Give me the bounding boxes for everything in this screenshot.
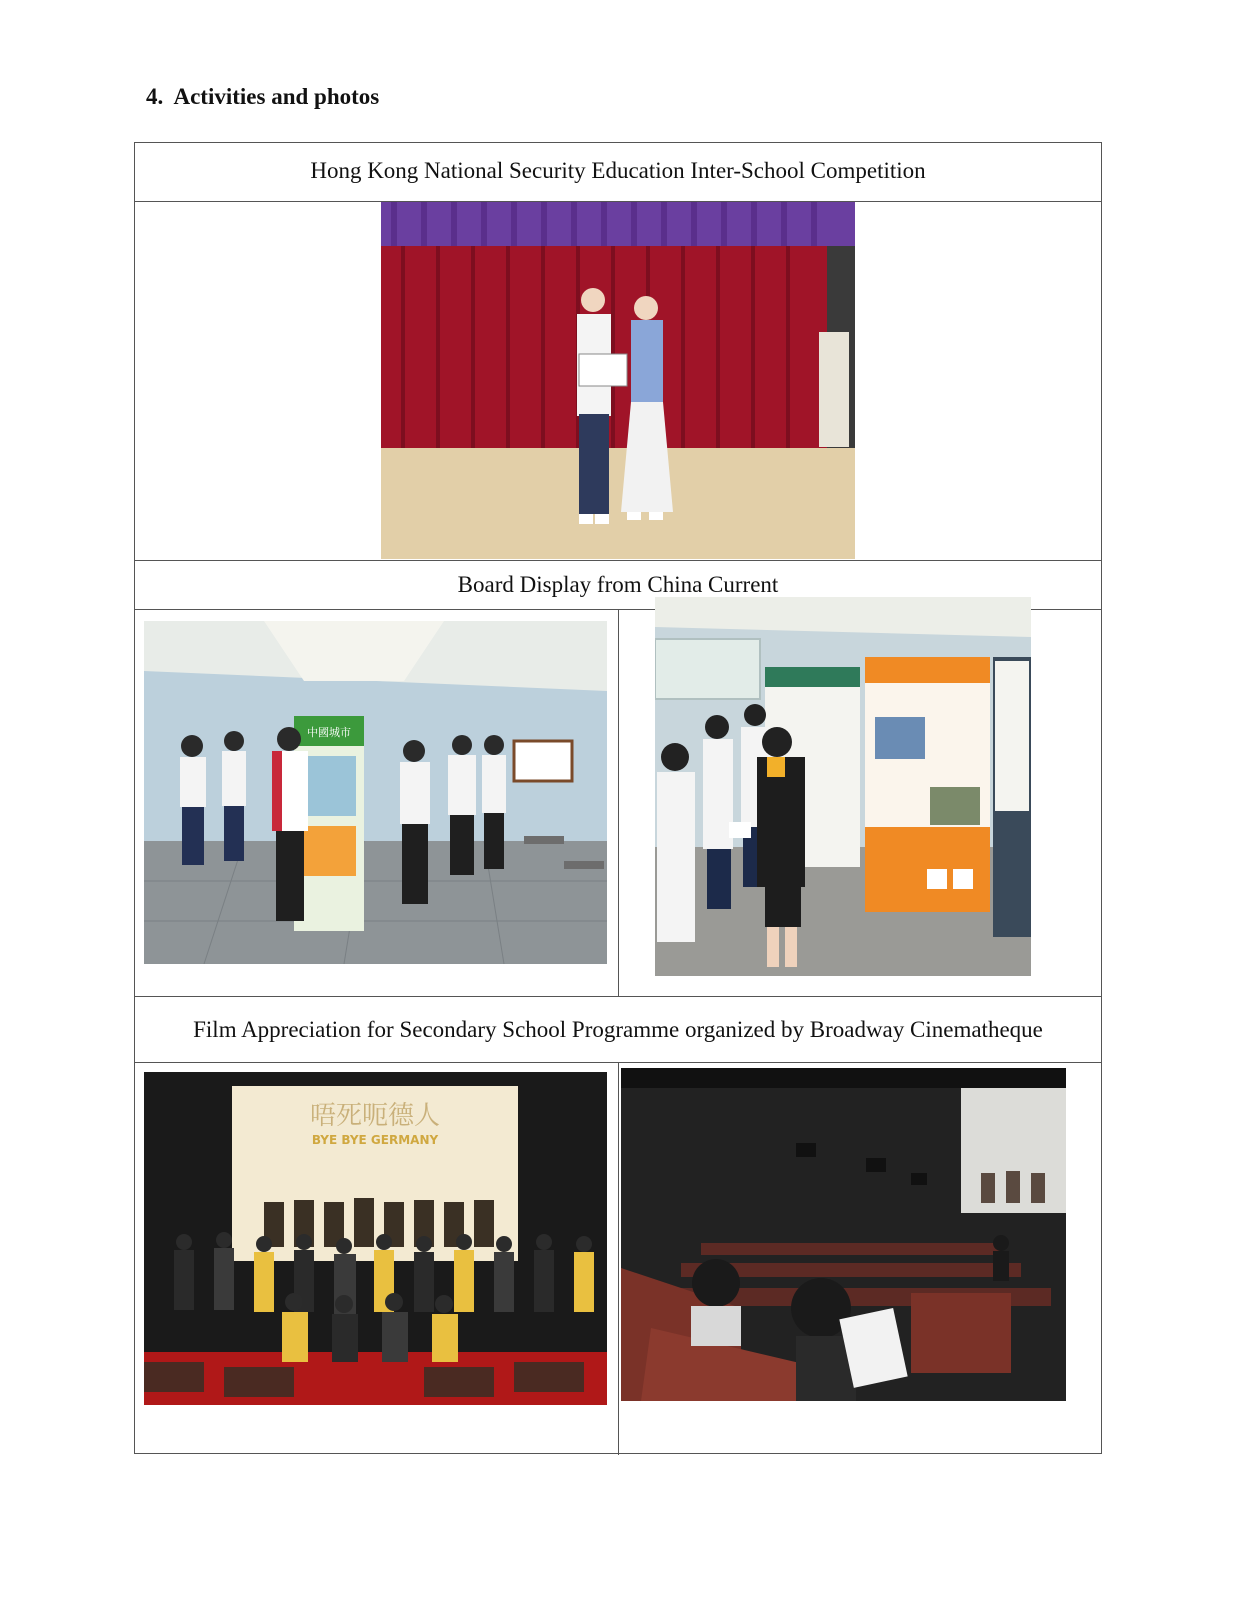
table-rule [135, 996, 1101, 997]
cinema-group-photo [144, 1072, 607, 1405]
table-divider [618, 609, 619, 996]
table-rule [135, 560, 1101, 561]
award-presentation-photo [381, 202, 855, 559]
table-divider [618, 1062, 619, 1455]
screen-title-en: BYE BYE GERMANY [311, 1133, 439, 1147]
display-boards-students-photo [655, 597, 1031, 976]
display-boards-hall-photo [144, 621, 607, 964]
section-number: 4. [146, 84, 164, 109]
screen-title-zh: 唔死呃德人 [309, 1101, 441, 1131]
board-label: 中國城市 [307, 726, 351, 739]
caption-competition: Hong Kong National Security Education Inter-School Competition [310, 158, 926, 183]
caption-board-display: Board Display from China Current [457, 572, 779, 597]
cinema-audience-photo [621, 1068, 1066, 1401]
section-title: Activities and photos [173, 84, 380, 109]
section-heading [146, 84, 379, 110]
caption-film-appreciation: Film Appreciation for Secondary School Programme organized by Broadway Cinematheque [193, 1017, 1043, 1042]
activities-table [134, 142, 1102, 1454]
